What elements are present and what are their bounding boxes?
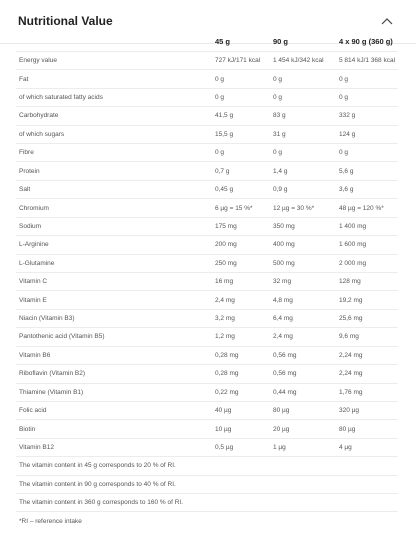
note-row	[16, 457, 398, 475]
nutrient-value: 0 g	[336, 144, 398, 162]
nutrient-value: 80 µg	[336, 420, 398, 438]
nutrient-value: 200 mg	[212, 236, 270, 254]
column-header	[16, 33, 212, 51]
nutrient-value: 2,24 mg	[336, 346, 398, 364]
nutrient-value: 3,6 g	[336, 180, 398, 198]
nutrient-value: 0 g	[212, 144, 270, 162]
nutrient-value: 6 µg = 15 %*	[212, 199, 270, 217]
column-header: 45 g	[212, 33, 270, 51]
column-header: 4 x 90 g (360 g)	[336, 33, 398, 51]
nutrient-value: 320 µg	[336, 401, 398, 419]
nutrient-value: 0,28 mg	[212, 365, 270, 383]
nutrient-value: 1,76 mg	[336, 383, 398, 401]
table-row	[16, 88, 398, 106]
nutrient-value: 0,28 mg	[212, 346, 270, 364]
nutrient-name: Vitamin C	[16, 272, 212, 290]
nutrient-value: 12 µg = 30 %*	[270, 199, 336, 217]
nutrient-value: 0,45 g	[212, 180, 270, 198]
nutrient-value: 0 g	[270, 88, 336, 106]
nutrient-value: 1 454 kJ/342 kcal	[270, 51, 336, 69]
nutrient-name: of which saturated fatty acids	[16, 88, 212, 106]
nutrient-value: 3,2 mg	[212, 309, 270, 327]
nutrient-value: 1,4 g	[270, 162, 336, 180]
nutrient-name: of which sugars	[16, 125, 212, 143]
nutrient-value: 1,2 mg	[212, 328, 270, 346]
nutrient-value: 1 µg	[270, 438, 336, 456]
nutrient-value: 2 000 mg	[336, 254, 398, 272]
nutrient-value: 5,6 g	[336, 162, 398, 180]
section-title: Nutritional Value	[18, 14, 113, 28]
chevron-up-icon[interactable]	[381, 17, 393, 25]
nutrient-value: 332 g	[336, 107, 398, 125]
nutrient-name: Sodium	[16, 217, 212, 235]
nutrient-name: Protein	[16, 162, 212, 180]
nutrient-value: 0,44 mg	[270, 383, 336, 401]
table-row	[16, 107, 398, 125]
note-row	[16, 512, 398, 530]
table-row	[16, 236, 398, 254]
nutrient-name: Vitamin E	[16, 291, 212, 309]
nutrient-name: Salt	[16, 180, 212, 198]
nutrient-name: Riboflavin (Vitamin B2)	[16, 365, 212, 383]
table-row	[16, 438, 398, 456]
nutrient-value: 0 g	[212, 88, 270, 106]
nutrient-value: 1 400 mg	[336, 217, 398, 235]
nutrient-name: Niacin (Vitamin B3)	[16, 309, 212, 327]
nutrient-name: Fibre	[16, 144, 212, 162]
table-row	[16, 328, 398, 346]
nutrient-name: Fat	[16, 70, 212, 88]
nutrient-value: 83 g	[270, 107, 336, 125]
nutrient-value: 1 600 mg	[336, 236, 398, 254]
table-row	[16, 70, 398, 88]
nutrient-value: 350 mg	[270, 217, 336, 235]
nutrient-value: 41,5 g	[212, 107, 270, 125]
footnote-text: The vitamin content in 360 g corresponds to 160 % of RI.	[16, 494, 398, 512]
nutrient-value: 0 g	[336, 88, 398, 106]
table-row	[16, 162, 398, 180]
nutrient-value: 4,8 mg	[270, 291, 336, 309]
nutrient-value: 16 mg	[212, 272, 270, 290]
nutrient-name: Vitamin B12	[16, 438, 212, 456]
nutrient-value: 727 kJ/171 kcal	[212, 51, 270, 69]
nutrient-name: Carbohydrate	[16, 107, 212, 125]
nutrient-value: 10 µg	[212, 420, 270, 438]
note-row	[16, 494, 398, 512]
nutrient-value: 0,56 mg	[270, 346, 336, 364]
nutrient-value: 2,24 mg	[336, 365, 398, 383]
column-header: 90 g	[270, 33, 336, 51]
table-row	[16, 125, 398, 143]
nutrient-value: 80 µg	[270, 401, 336, 419]
nutrient-value: 4 µg	[336, 438, 398, 456]
table-row	[16, 291, 398, 309]
nutrient-value: 175 mg	[212, 217, 270, 235]
nutrient-name: L-Glutamine	[16, 254, 212, 272]
nutrient-value: 0,22 mg	[212, 383, 270, 401]
table-header-row	[16, 33, 398, 51]
note-row	[16, 475, 398, 493]
nutrient-value: 0,5 µg	[212, 438, 270, 456]
nutrient-value: 2,4 mg	[270, 328, 336, 346]
nutrient-value: 6,4 mg	[270, 309, 336, 327]
table-row	[16, 346, 398, 364]
table-row	[16, 217, 398, 235]
nutrient-name: Chromium	[16, 199, 212, 217]
nutrient-value: 19,2 mg	[336, 291, 398, 309]
table-row	[16, 254, 398, 272]
nutrient-value: 500 mg	[270, 254, 336, 272]
nutrient-value: 0,7 g	[212, 162, 270, 180]
nutrient-value: 0,9 g	[270, 180, 336, 198]
table-row	[16, 272, 398, 290]
table-row	[16, 199, 398, 217]
footnote-text: *RI – reference intake	[19, 517, 82, 525]
nutrient-value: 124 g	[336, 125, 398, 143]
nutrient-value: 25,6 mg	[336, 309, 398, 327]
nutrient-value: 32 mg	[270, 272, 336, 290]
nutrient-value: 2,4 mg	[212, 291, 270, 309]
nutrient-value: 0 g	[270, 144, 336, 162]
nutrient-value: 5 814 kJ/1 368 kcal	[336, 51, 398, 69]
table-row	[16, 401, 398, 419]
table-row	[16, 51, 398, 69]
table-row	[16, 180, 398, 198]
nutrient-value: 250 mg	[212, 254, 270, 272]
nutrient-value: 20 µg	[270, 420, 336, 438]
table-row	[16, 309, 398, 327]
nutrient-value: 0 g	[270, 70, 336, 88]
footnote-text: The vitamin content in 90 g corresponds to 40 % of RI.	[16, 475, 398, 493]
nutrient-value: 0,56 mg	[270, 365, 336, 383]
footnote-text: The vitamin content in 45 g corresponds to 20 % of RI.	[16, 457, 398, 475]
nutrient-value: 31 g	[270, 125, 336, 143]
table-row	[16, 420, 398, 438]
nutrient-value: 48 µg = 120 %*	[336, 199, 398, 217]
nutrient-value: 0 g	[336, 70, 398, 88]
nutrient-name: Vitamin B6	[16, 346, 212, 364]
nutrient-name: Folic acid	[16, 401, 212, 419]
nutrient-name: Pantothenic acid (Vitamin B5)	[16, 328, 212, 346]
table-row	[16, 144, 398, 162]
nutrient-value: 40 µg	[212, 401, 270, 419]
nutrient-name: Biotin	[16, 420, 212, 438]
nutrient-value: 15,5 g	[212, 125, 270, 143]
nutrient-name: Thiamine (Vitamin B1)	[16, 383, 212, 401]
nutrient-value: 128 mg	[336, 272, 398, 290]
nutrient-value: 400 mg	[270, 236, 336, 254]
nutrition-table	[16, 33, 398, 530]
table-row	[16, 365, 398, 383]
nutrient-value: 9,6 mg	[336, 328, 398, 346]
nutrient-name: L-Arginine	[16, 236, 212, 254]
nutrient-name: Energy value	[16, 51, 212, 69]
nutrient-value: 0 g	[212, 70, 270, 88]
table-row	[16, 383, 398, 401]
